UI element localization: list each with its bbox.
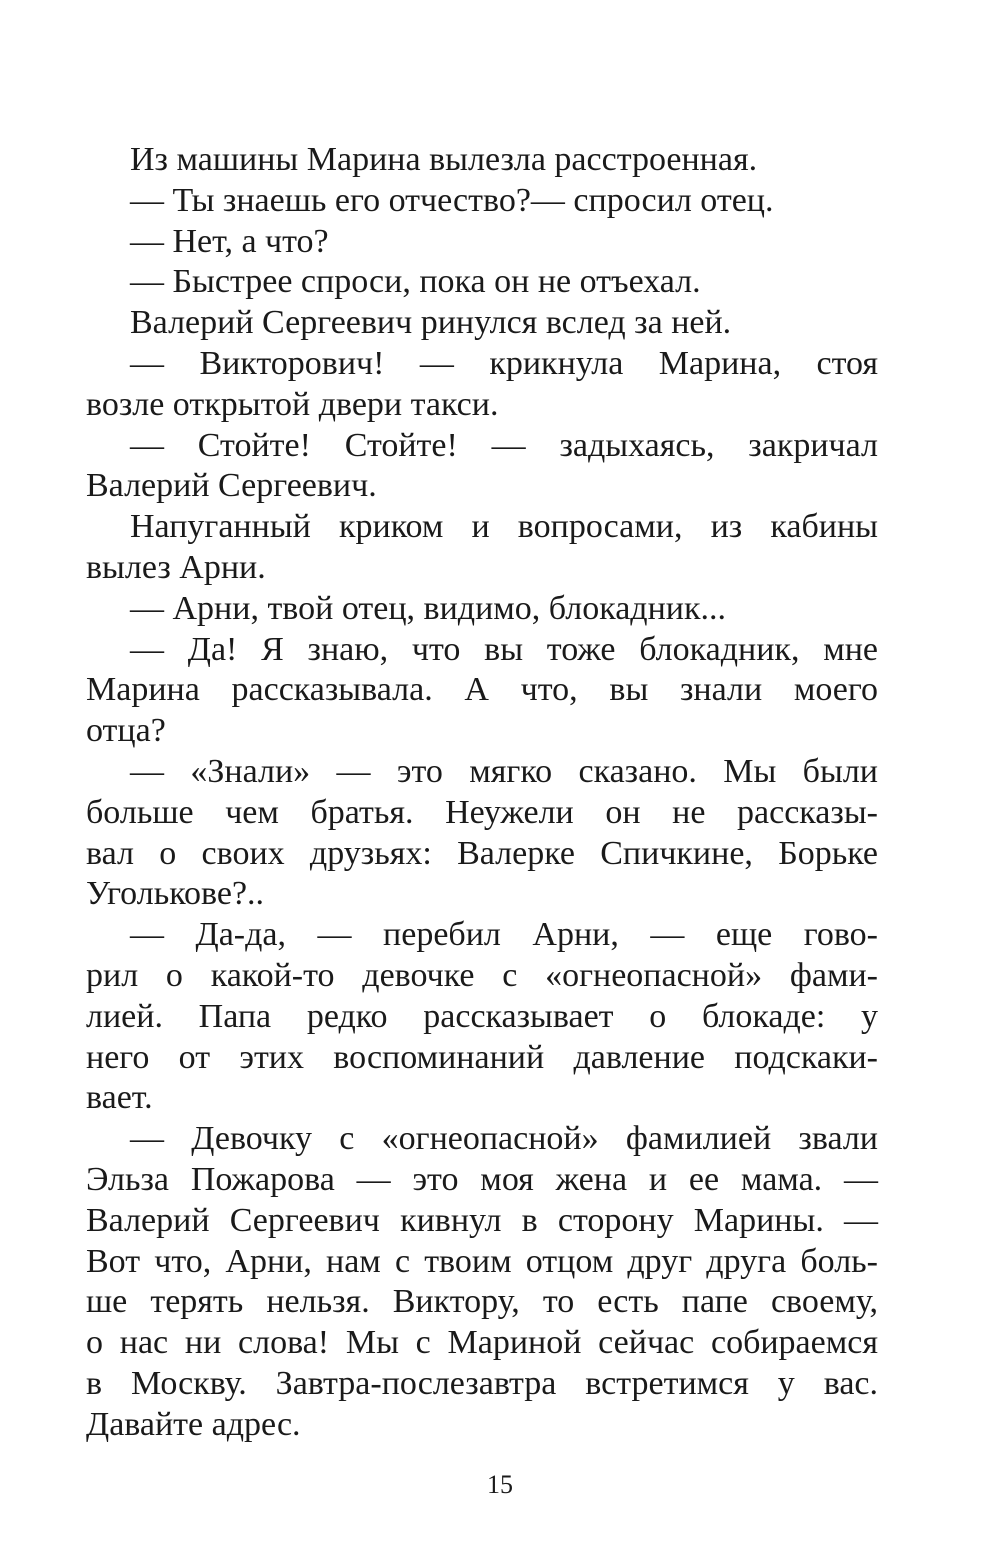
text-line: — Да! Я знаю, что вы тоже блокадник, мне (130, 630, 878, 668)
text-line: ше терять нельзя. Виктору, то есть папе своему, (86, 1283, 878, 1321)
text-line: Марина рассказывала. А что, вы знали моего (86, 671, 878, 709)
text-line: — Ты знаешь его отчество?— спросил отец. (130, 181, 774, 219)
text-line: — «Знали» — это мягко сказано. Мы были (130, 752, 878, 790)
text-line: больше чем братья. Неужели он не рассказы- (86, 793, 878, 831)
text-line: отца? (86, 712, 166, 750)
page-number: 15 (487, 1470, 513, 1499)
text-line: Валерий Сергеевич. (86, 467, 377, 505)
text-line: — Арни, твой отец, видимо, блокадник... (130, 589, 726, 627)
text-line: о нас ни слова! Мы с Мариной сейчас собираемся (86, 1324, 878, 1362)
text-line: — Стойте! Стойте! — задыхаясь, закричал (130, 426, 878, 464)
text-line: — Нет, а что? (130, 222, 329, 260)
text-line: вает. (86, 1079, 153, 1117)
text-line: Валерий Сергеевич кивнул в сторону Марины. — (86, 1201, 878, 1239)
text-line: Вот что, Арни, нам с твоим отцом друг друга боль- (86, 1242, 878, 1280)
text-line: лией. Папа редко рассказывает о блокаде: у (86, 997, 878, 1035)
text-line: Валерий Сергеевич ринулся вслед за ней. (130, 304, 732, 342)
text-line: в Москву. Завтра-послезавтра встретимся у вас. (86, 1364, 878, 1402)
body-text (86, 140, 878, 1446)
text-line: вал о своих друзьях: Валерке Спичкине, Борьке (86, 834, 878, 872)
text-line: возле открытой двери такси. (86, 385, 499, 423)
text-line: — Девочку с «огнеопасной» фамилией звали (130, 1120, 878, 1158)
text-line: рил о какой-то девочке с «огнеопасной» фами- (86, 956, 878, 994)
text-line: — Да-да, — перебил Арни, — еще гово- (130, 916, 878, 954)
text-line: Из машины Марина вылезла расстроенная. (130, 141, 758, 178)
text-line: вылез Арни. (86, 548, 266, 586)
text-line: Напуганный криком и вопросами, из кабины (130, 508, 878, 546)
text-line: — Викторович! — крикнула Марина, стоя (130, 344, 878, 382)
text-line: Эльза Пожарова — это моя жена и ее мама. — (86, 1160, 878, 1198)
text-line: Давайте адрес. (86, 1405, 301, 1443)
text-line: — Быстрее спроси, пока он не отъехал. (130, 263, 701, 301)
text-line: Уголькове?.. (86, 875, 265, 913)
text-line: него от этих воспоминаний давление подскаки- (86, 1038, 878, 1076)
